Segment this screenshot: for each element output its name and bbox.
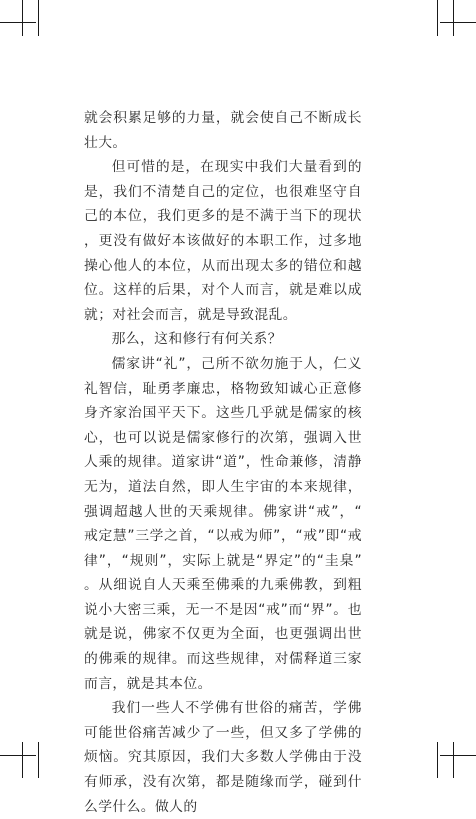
page-body-text (84, 106, 362, 819)
crop-mark (38, 0, 39, 36)
crop-mark (0, 755, 36, 756)
crop-mark (437, 0, 438, 36)
paragraph: 那么，这和修行有何关系？ (111, 331, 282, 348)
paragraph: 就会积累足够的力量，就会使自己不断成长壮大。 (84, 110, 362, 151)
paragraph: 我们一些人不学佛有世俗的痛苦，学佛可能世俗痛苦减少了一些，但又多了学佛的烦恼。究其原因，我们大多数人学佛由于没有师承，没有次第，都是随缘而学，碰到什么学什么。做人的 (84, 700, 362, 815)
crop-mark (22, 0, 23, 36)
crop-mark (437, 742, 438, 778)
crop-mark (440, 22, 476, 23)
paragraph: 但可惜的是，在现实中我们大量看到的是，我们不清楚自己的定位，也很难坚守自己的本位，我们更多的是不满于当下的现状，更没有做好本该做好的本职工作，过多地操心他人的本位，从而出现太多的错位和越位。这样的后果，对个人而言，就是难以成就；对社会而言，就是导致混乱。 (84, 159, 362, 323)
crop-mark (38, 742, 39, 778)
crop-mark (453, 742, 454, 778)
crop-mark (22, 742, 23, 778)
crop-mark (440, 755, 476, 756)
paragraph: 儒家讲“礼”，己所不欲勿施于人，仁义礼智信，耻勇孝廉忠，格物致知诚心正意修身齐家治国平天下。这些几乎就是儒家的核心，也可以说是儒家修行的次第，强调入世人乘的规律。道家讲“道”，性命兼修，清静无为，道法自然，即人生宇宙的本来规律，强调超越人世的天乘规律。佛家讲“戒”，“戒定慧”三学之首，“以戒为师”，“戒”即“戒律”，“规则”，实际上就是“界定”的“圭臬”。从细说自人天乘至佛乘的九乘佛教，到粗说小大密三乘，无一不是因“戒”而“界”。也就是说，佛家不仅更为全面，也更强调出世的佛乘的规律。而这些规律，对儒释道三家而言，就是其本位。 (84, 355, 362, 692)
crop-mark (0, 22, 36, 23)
crop-mark (453, 0, 454, 36)
